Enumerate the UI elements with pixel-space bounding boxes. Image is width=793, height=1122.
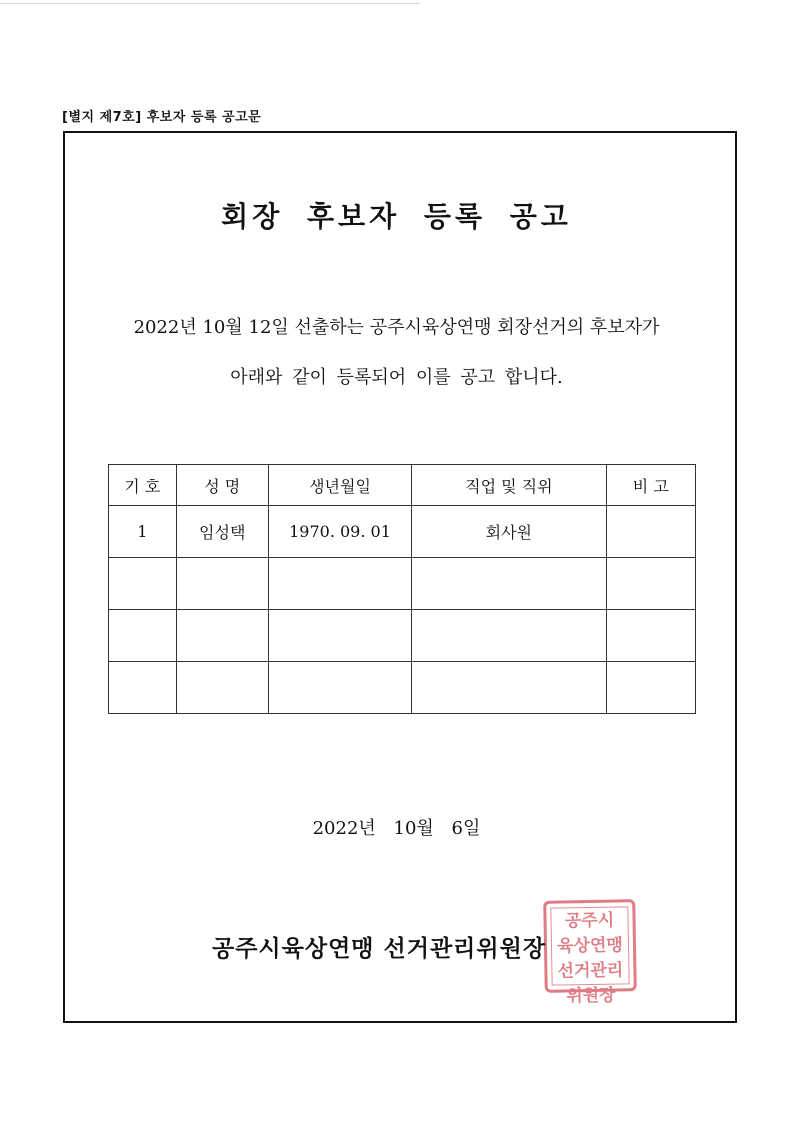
notice-body-line-2: 아래와 같이 등록되어 이를 공고 합니다. xyxy=(230,367,563,388)
cell-name xyxy=(176,610,268,662)
cell-birthdate xyxy=(268,662,411,714)
cell-occupation xyxy=(412,662,606,714)
header-remarks: 비 고 xyxy=(606,465,695,506)
header-occupation: 직업 및 직위 xyxy=(412,465,606,506)
seal-text: 공주시 육상연맹 선거관리 위원장 xyxy=(556,910,624,1007)
notice-title: 회장 후보자 등록 공고 xyxy=(221,200,572,233)
cell-name: 임성택 xyxy=(176,506,268,558)
cell-occupation: 회사원 xyxy=(412,506,606,558)
cell-remarks xyxy=(606,610,695,662)
header-name: 성 명 xyxy=(176,465,268,506)
cell-number xyxy=(109,558,177,610)
cell-name xyxy=(176,662,268,714)
table-row xyxy=(109,506,696,558)
cell-birthdate: 1970. 09. 01 xyxy=(268,506,411,558)
cell-remarks xyxy=(606,662,695,714)
table-row xyxy=(109,662,696,714)
cell-birthdate xyxy=(268,610,411,662)
notice-date: 2022년 10월 6일 xyxy=(312,818,481,839)
cell-birthdate xyxy=(268,558,411,610)
cell-remarks xyxy=(606,506,695,558)
header-birthdate: 생년월일 xyxy=(268,465,411,506)
cell-number xyxy=(109,662,177,714)
cell-occupation xyxy=(412,610,606,662)
header-number: 기 호 xyxy=(109,465,177,506)
cell-occupation xyxy=(412,558,606,610)
scan-edge-line xyxy=(0,3,420,4)
cell-remarks xyxy=(606,558,695,610)
official-seal xyxy=(543,899,637,1007)
table-header-row xyxy=(109,465,696,506)
cell-name xyxy=(176,558,268,610)
candidate-table xyxy=(108,464,696,714)
issuer-name: 공주시육상연맹 선거관리위원장 xyxy=(212,935,547,962)
notice-body-line-1: 2022년 10월 12일 선출하는 공주시육상연맹 회장선거의 후보자가 xyxy=(133,317,660,338)
form-label: [별지 제7호] 후보자 등록 공고문 xyxy=(62,110,262,125)
cell-number: 1 xyxy=(109,506,177,558)
table-row xyxy=(109,610,696,662)
table-row xyxy=(109,558,696,610)
cell-number xyxy=(109,610,177,662)
